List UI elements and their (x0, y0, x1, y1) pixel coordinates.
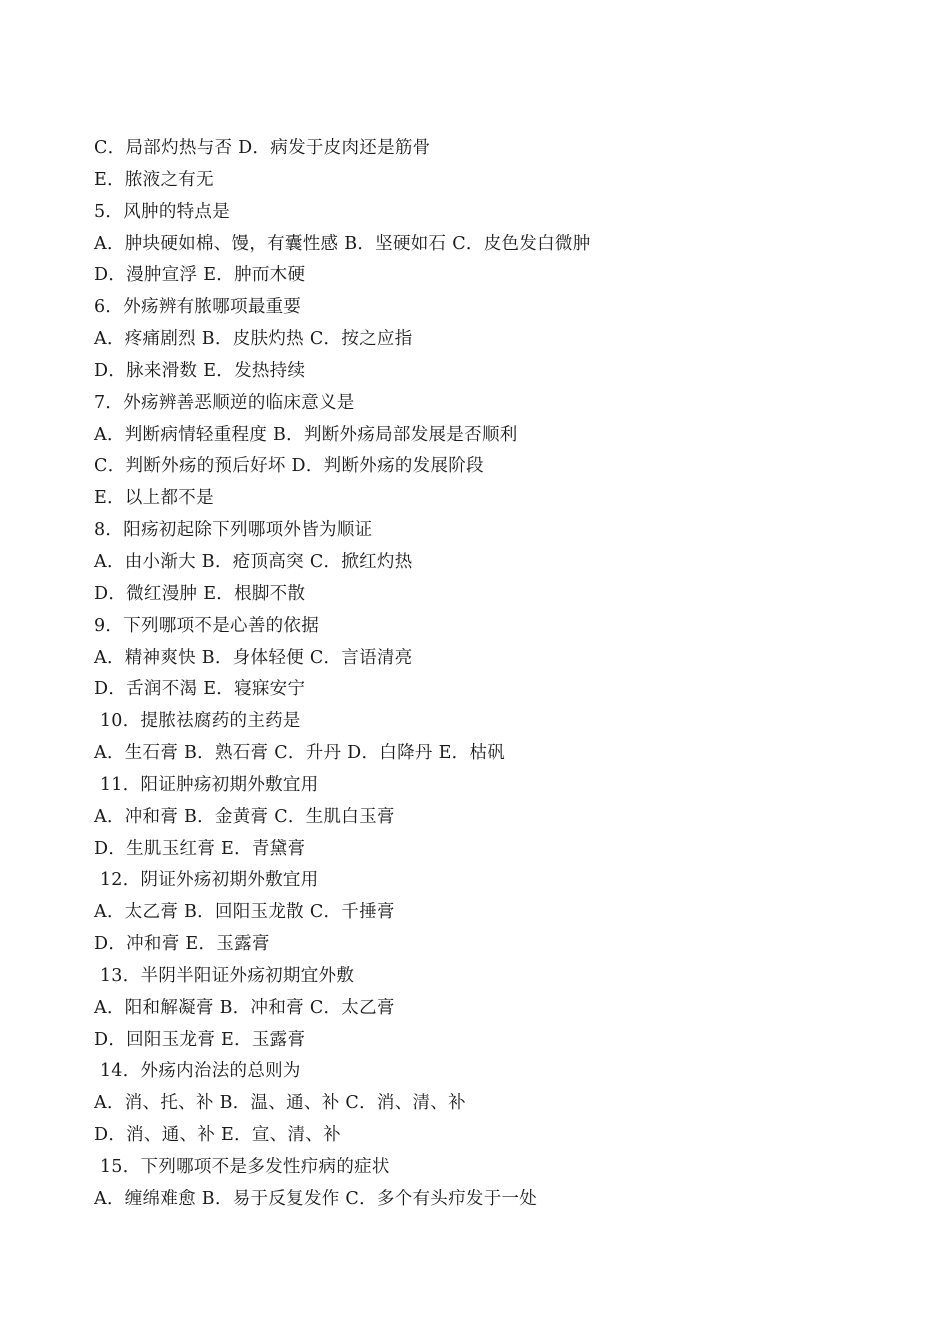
question-list (94, 133, 894, 1216)
question-stem: 10．提脓祛腐药的主药是 (94, 711, 301, 732)
answer-options: A．生石膏 B．熟石膏 C．升丹 D．白降丹 E．枯矾 (94, 743, 506, 764)
answer-options: E．脓液之有无 (94, 169, 214, 190)
answer-options: D．舌润不渴 E．寝寐安宁 (94, 679, 306, 700)
question-stem: 13．半阴半阳证外疡初期宜外敷 (94, 965, 355, 986)
question-stem: 11．阳证肿疡初期外敷宜用 (94, 774, 319, 795)
answer-options: E．以上都不是 (94, 488, 214, 509)
question-stem: 14．外疡内治法的总则为 (94, 1061, 301, 1082)
question-stem: 15．下列哪项不是多发性疖病的症状 (94, 1157, 390, 1177)
answer-options: D．回阳玉龙膏 E．玉露膏 (94, 1029, 306, 1050)
question-stem: 6．外疡辨有脓哪项最重要 (94, 297, 302, 318)
answer-options: D．生肌玉红膏 E．青黛膏 (94, 838, 306, 859)
answer-options: A．精神爽快 B．身体轻便 C．言语清亮 (94, 647, 413, 668)
answer-options: A．判断病情轻重程度 B．判断外疡局部发展是否顺利 (94, 424, 518, 445)
answer-options: A．疼痛剧烈 B．皮肤灼热 C．按之应指 (94, 329, 413, 350)
answer-options: C．判断外疡的预后好坏 D．判断外疡的发展阶段 (94, 456, 484, 477)
answer-options: D．冲和膏 E．玉露膏 (94, 934, 270, 955)
answer-options: D．漫肿宣浮 E．肿而木硬 (94, 265, 306, 286)
answer-options: A．太乙膏 B．回阳玉龙散 C．千捶膏 (94, 902, 395, 923)
question-stem: 12．阴证外疡初期外敷宜用 (94, 870, 319, 891)
answer-options: A．由小渐大 B．疮顶高突 C．掀红灼热 (94, 551, 413, 572)
answer-options: C．局部灼热与否 D．病发于皮肉还是筋骨 (94, 138, 431, 158)
answer-options: A．阳和解凝膏 B．冲和膏 C．太乙膏 (94, 997, 395, 1018)
question-stem: 5．风肿的特点是 (94, 201, 231, 222)
question-stem: 7．外疡辨善恶顺逆的临床意义是 (94, 392, 355, 413)
answer-options: D．微红漫肿 E．根脚不散 (94, 583, 306, 604)
answer-options: A．消、托、补 B．温、通、补 C．消、清、补 (94, 1093, 466, 1114)
answer-options: D．消、通、补 E．宣、清、补 (94, 1125, 341, 1146)
answer-options: D．脉来滑数 E．发热持续 (94, 360, 306, 381)
question-stem: 9．下列哪项不是心善的依据 (94, 615, 320, 636)
question-stem: 8．阳疡初起除下列哪项外皆为顺证 (94, 520, 373, 541)
answer-options: A．肿块硬如棉、馒，有囊性感 B．坚硬如石 C．皮色发白微肿 (94, 233, 591, 254)
answer-options: A．冲和膏 B．金黄膏 C．生肌白玉膏 (94, 806, 395, 827)
answer-options: A．缠绵难愈 B．易于反复发作 C．多个有头疖发于一处 (94, 1188, 538, 1209)
